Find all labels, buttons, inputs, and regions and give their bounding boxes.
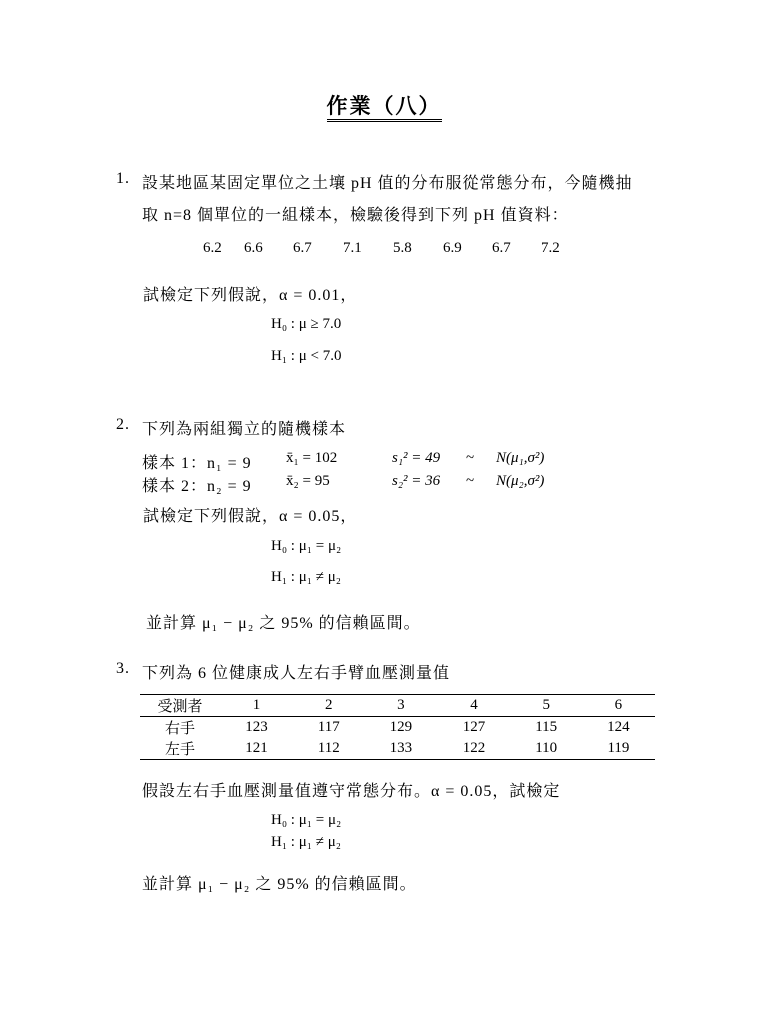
q1-data-1: 6.2 [203, 240, 222, 256]
q1-data-6: 6.9 [443, 240, 462, 256]
header-cell: 受測者 [140, 695, 220, 717]
q1-data-3: 6.7 [293, 240, 312, 256]
header-cell: 4 [437, 695, 510, 717]
table-cell: 115 [535, 719, 558, 735]
q3-ci-line: 並計算 μ₁ − μ₂ 之 95% 的信賴區間。 [142, 876, 417, 893]
q2-sample2-tilde: ~ [466, 473, 475, 489]
table-cell: 133 [364, 738, 437, 760]
q2-sample2-dist: N(μ₂,σ²) [496, 473, 545, 489]
table-cell: 122 [437, 738, 510, 760]
q3-h1: H₁ : μ₁ ≠ μ₂ [271, 834, 342, 850]
q2-number: 2. [116, 416, 130, 433]
table-cell: 127 [462, 719, 486, 735]
table-row [140, 738, 655, 760]
q3-h0: H₀ : μ₁ = μ₂ [271, 812, 342, 828]
q1-data-5: 5.8 [393, 240, 412, 256]
q1-h1: H₁ : μ < 7.0 [271, 348, 342, 364]
table-cell: 123 [245, 719, 268, 735]
q1-data-4: 7.1 [343, 240, 362, 256]
table-row [140, 717, 655, 739]
table-header-row [140, 695, 655, 717]
q1-number: 1. [116, 170, 130, 187]
q2-sample2-label: 樣本 2：n₂ = 9 [142, 478, 252, 495]
q1-test-line: 試檢定下列假說，α = 0.01， [143, 287, 358, 304]
q2-test-line: 試檢定下列假說，α = 0.05， [143, 508, 358, 525]
q2-sample2-var: s₂² = 36 [392, 473, 441, 489]
table-cell: 117 [317, 719, 340, 735]
table-cell: 112 [293, 738, 364, 760]
blood-pressure-table [140, 694, 655, 760]
q2-h1: H₁ : μ₁ ≠ μ₂ [271, 569, 342, 585]
q1-data-7: 6.7 [492, 240, 511, 256]
q2-ci-line: 並計算 μ₁ − μ₂ 之 95% 的信賴區間。 [146, 615, 421, 632]
table-cell: 121 [220, 738, 293, 760]
q2-sample2-mean: x̄₂ = 95 [286, 473, 330, 489]
q1-data-8: 7.2 [541, 240, 560, 256]
table-cell: 124 [607, 719, 630, 735]
q3-intro: 下列為 6 位健康成人左右手臂血壓測量值 [142, 665, 451, 682]
q1-h0: H₀ : μ ≥ 7.0 [271, 316, 342, 332]
header-cell: 3 [364, 695, 437, 717]
q3-assume-line: 假設左右手血壓測量值遵守常態分布。α = 0.05，試檢定 [142, 783, 561, 800]
page-title: 作業（八） [0, 90, 768, 120]
q1-data-2: 6.6 [244, 240, 263, 256]
q2-sample1-label: 樣本 1：n₁ = 9 [142, 455, 252, 472]
q2-sample1-mean: x̄₁ = 102 [286, 450, 338, 466]
q3-number: 3. [116, 660, 130, 677]
q2-sample1-var: s₁² = 49 [392, 450, 441, 466]
row-label: 右手 [164, 721, 195, 737]
table-cell: 119 [582, 738, 655, 760]
header-cell: 6 [582, 695, 655, 717]
q2-sample1-dist: N(μ₁,σ²) [496, 450, 545, 466]
header-cell: 1 [220, 695, 293, 717]
row-label: 左手 [140, 738, 220, 760]
q2-h0: H₀ : μ₁ = μ₂ [271, 538, 342, 554]
q1-line1: 設某地區某固定單位之土壤 pH 值的分布服從常態分布，今隨機抽 [142, 175, 633, 192]
q1-line2: 取 n=8 個單位的一組樣本，檢驗後得到下列 pH 值資料： [142, 207, 569, 224]
table-cell: 129 [389, 719, 413, 735]
q2-sample1-tilde: ~ [466, 450, 475, 466]
header-cell: 5 [511, 695, 582, 717]
q2-intro: 下列為兩組獨立的隨機樣本 [142, 421, 347, 438]
table-cell: 110 [511, 738, 582, 760]
header-cell: 2 [293, 695, 364, 717]
